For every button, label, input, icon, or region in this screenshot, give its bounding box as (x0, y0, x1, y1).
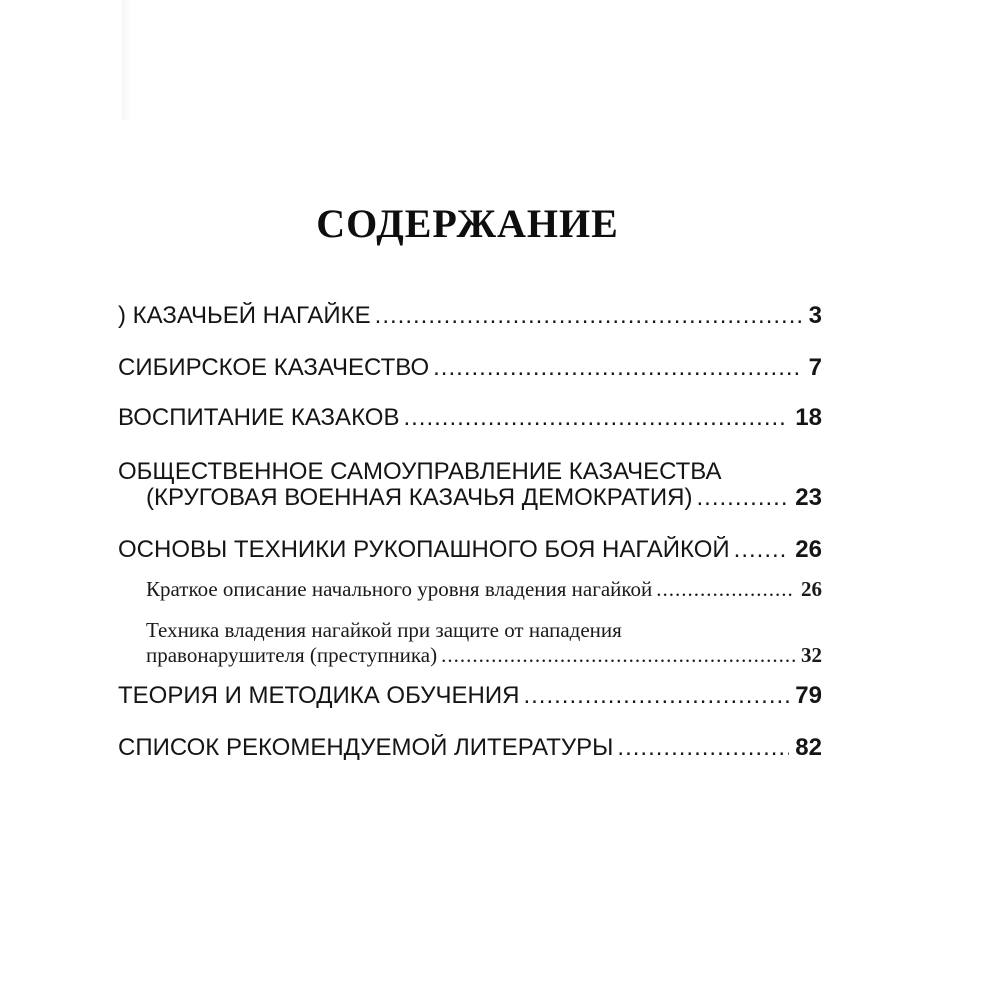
toc-entry-samoupravlenie-line1[interactable]: ОБЩЕСТВЕННОЕ САМОУПРАВЛЕНИЕ КАЗАЧЕСТВА (118, 458, 722, 485)
toc-leader-dots (656, 577, 795, 602)
toc-entry-kazachya-nagayka[interactable] (118, 302, 822, 330)
toc-entry-vospitanie-kazakov[interactable] (118, 404, 822, 432)
toc-entry-osnovy-tekhniki[interactable] (118, 536, 822, 564)
toc-leader-dots (617, 734, 789, 762)
toc-entry-sibirskoe-kazachestvo[interactable] (118, 354, 822, 382)
toc-entry-text: ОСНОВЫ ТЕХНИКИ РУКОПАШНОГО БОЯ НАГАЙКОЙ (118, 536, 730, 563)
toc-entry-text: ТЕОРИЯ И МЕТОДИКА ОБУЧЕНИЯ (118, 682, 520, 709)
toc-subentry-tekhnika-line1[interactable]: Техника владения нагайкой при защите от нападения (146, 618, 622, 642)
toc-page-number: 26 (795, 536, 822, 563)
toc-entry-text: ВОСПИТАНИЕ КАЗАКОВ (118, 404, 400, 431)
toc-leader-dots (403, 404, 789, 432)
toc-leader-dots (696, 484, 789, 512)
toc-leader-dots (441, 643, 795, 668)
toc-entry-teoriya-metodika[interactable] (118, 682, 822, 710)
toc-page-number: 32 (801, 643, 822, 667)
toc-page-number: 26 (801, 577, 822, 601)
toc-page-number: 82 (795, 734, 822, 761)
toc-page-number: 7 (808, 354, 822, 381)
toc-entry-text: Краткое описание начального уровня владения нагайкой (146, 577, 653, 601)
toc-entry-text: ) КАЗАЧЬЕЙ НАГАЙКЕ (118, 302, 371, 329)
toc-page-number: 3 (808, 302, 822, 329)
toc-leader-dots (523, 682, 789, 710)
toc-leader-dots (433, 354, 803, 382)
toc-entry-text: СИБИРСКОЕ КАЗАЧЕСТВО (118, 354, 430, 381)
toc-page-number: 23 (795, 484, 822, 511)
toc-entry-text: СПИСОК РЕКОМЕНДУЕМОЙ ЛИТЕРАТУРЫ (118, 734, 614, 761)
toc-page-number: 18 (795, 404, 822, 431)
toc-leader-dots (375, 302, 803, 330)
toc-leader-dots (734, 536, 790, 564)
toc-subentry-tekhnika[interactable] (146, 643, 822, 668)
toc-entry-spisok-literatury[interactable] (118, 734, 822, 762)
toc-title: СОДЕРЖАНИЕ (316, 201, 619, 246)
toc-page-number: 79 (795, 682, 822, 709)
toc-entry-text: (КРУГОВАЯ ВОЕННАЯ КАЗАЧЬЯ ДЕМОКРАТИЯ) (146, 484, 693, 511)
toc-subentry-kratkoe-opisanie[interactable] (146, 577, 822, 602)
toc-entry-text: правонарушителя (преступника) (146, 643, 438, 667)
toc-entry-samoupravlenie[interactable] (146, 484, 822, 512)
